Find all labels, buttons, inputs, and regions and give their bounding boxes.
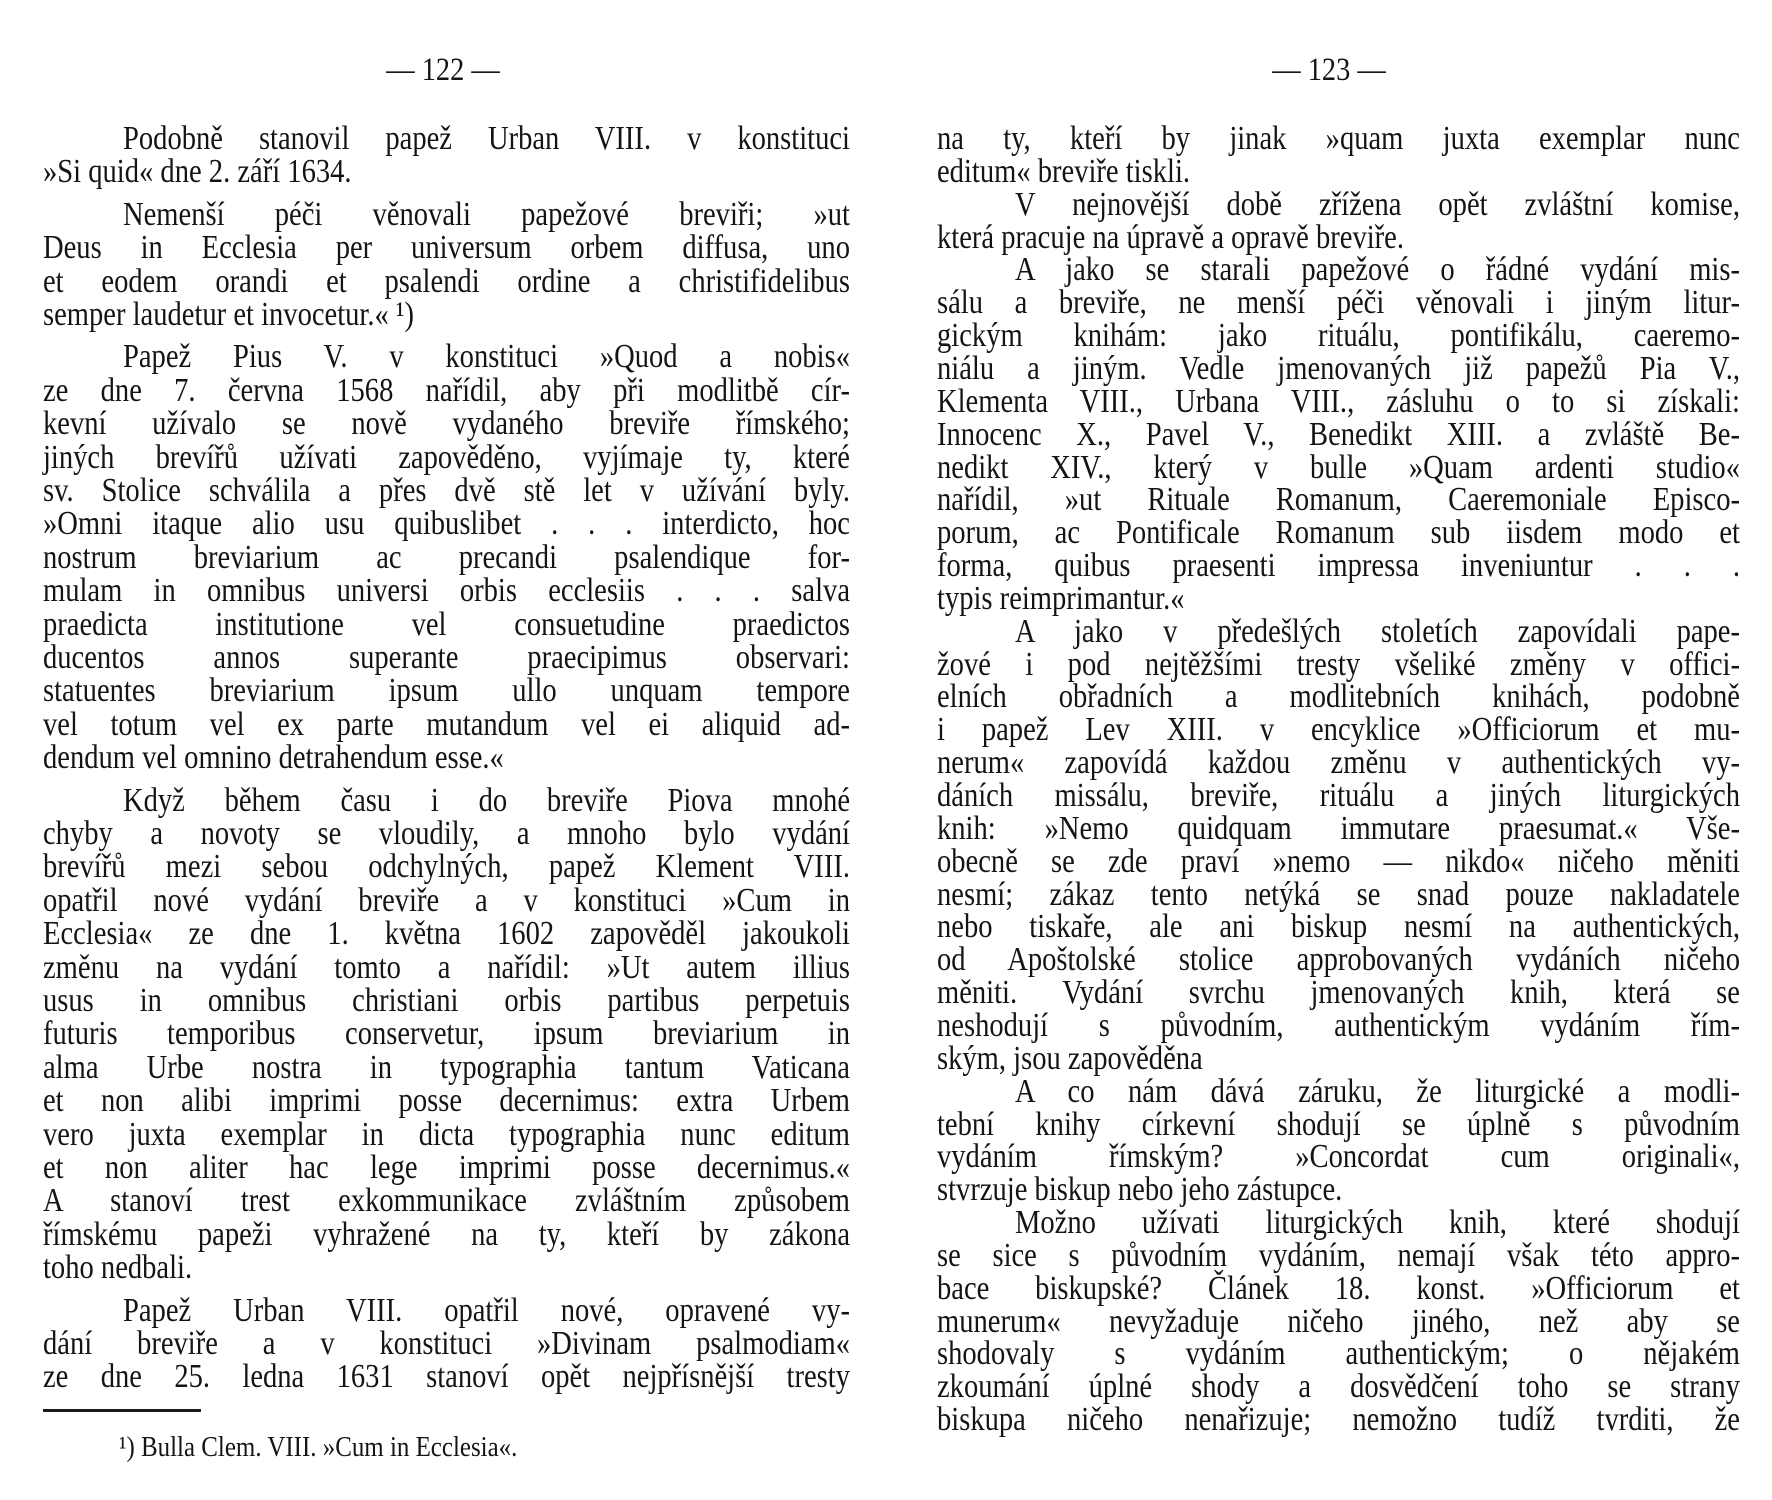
text-line: římskému papeži vyhražené na ty, kteří by zákona: [43, 1215, 850, 1253]
text-line: A jako v předešlých stoletích zapovídali pape-: [1015, 612, 1740, 650]
left-page-number: — 122 —: [386, 52, 500, 88]
text-line: Ecclesia« ze dne 1. května 1602 zapověděl jakoukoli: [43, 915, 850, 953]
text-line: Možno užívati liturgických knih, které shodují: [1015, 1204, 1740, 1242]
text-line: vero juxta exemplar in dicta typographia nunc editum: [43, 1115, 850, 1153]
text-line: neshodují s původním, authentickým vydáním řím-: [937, 1006, 1740, 1044]
text-line: kevní užívalo se nově vydaného breviře římského;: [43, 405, 850, 443]
text-line: et non alibi imprimi posse decernimus: extra Urbem: [43, 1082, 850, 1120]
text-line: nerum« zapovídá každou změnu v authentických vy-: [937, 744, 1740, 782]
text-line: usus in omnibus christiani orbis partibus perpetuis: [43, 982, 850, 1019]
text-line: chyby a novoty se vloudily, a mnoho bylo vydání: [43, 815, 850, 852]
text-line: forma, quibus praesenti impressa inveniuntur . . .: [937, 547, 1740, 585]
text-line: V nejnovější době zřížena opět zvláštní komise,: [1015, 185, 1740, 223]
text-line: nebo tiskaře, ale ani biskup nesmí na authentických,: [937, 908, 1740, 946]
text-line: typis reimprimantur.«: [937, 579, 1185, 617]
text-line: Klementa VIII., Urbana VIII., zásluhu o to si získali:: [937, 382, 1740, 420]
text-line: vel totum vel ex parte mutandum vel ei aliquid ad-: [43, 705, 850, 743]
text-line: A co nám dává záruku, že liturgické a modli-: [1015, 1072, 1740, 1110]
text-line: sv. Stolice schválila a přes dvě stě let v užívání byly.: [43, 472, 850, 509]
text-line: nařídil, »ut Rituale Romanum, Caeremoniale Episco-: [937, 481, 1740, 519]
text-line: na ty, kteří by jinak »quam juxta exemplar nunc: [937, 120, 1740, 157]
text-line: Papež Urban VIII. opatřil nové, opravené vy-: [123, 1291, 850, 1329]
text-line: se sice s původním vydáním, nemají však této appro-: [937, 1236, 1740, 1274]
text-line: dendum vel omnino detrahendum esse.«: [43, 739, 504, 777]
text-line: statuentes breviarium ipsum ullo unquam tempore: [43, 672, 850, 710]
text-line: »Si quid« dne 2. září 1634.: [43, 153, 352, 191]
text-line: i papež Lev XIII. v encyklice »Officiorum et mu-: [937, 711, 1740, 749]
text-line: dáních missálu, breviře, rituálu a jiných liturgických: [937, 777, 1740, 814]
text-line: nesmí; zákaz tento netýká se snad pouze nakladatele: [937, 875, 1740, 913]
text-line: Innocenc X., Pavel V., Benedikt XIII. a zvláště Be-: [937, 415, 1740, 453]
text-line: zkoumání úplné shody a dosvědčení toho se strany: [937, 1368, 1740, 1406]
text-line: et non aliter hac lege imprimi posse decernimus.«: [43, 1149, 850, 1186]
text-line: editum« breviře tiskli.: [937, 152, 1191, 190]
text-line: mulam in omnibus universi orbis ecclesiis . . . salva: [43, 572, 850, 610]
text-line: která pracuje na úpravě a opravě breviře.: [937, 218, 1405, 256]
text-line: Papež Pius V. v konstituci »Quod a nobis«: [123, 338, 850, 376]
text-line: ducentos annos superante praecipimus observari:: [43, 639, 850, 676]
text-line: A stanoví trest exkommunikace zvláštním způsobem: [43, 1182, 850, 1220]
text-line: Podobně stanovil papež Urban VIII. v konstituci: [123, 120, 850, 157]
text-line: bace biskupské? Článek 18. konst. »Officiorum et: [937, 1269, 1740, 1307]
text-line: semper laudetur et invocetur.« ¹): [43, 296, 414, 333]
text-line: žové i pod nejtěžšími tresty všeliké změny v offici-: [937, 645, 1740, 683]
text-line: obecně se zde praví »nemo — nikdo« ničeho měniti: [937, 842, 1740, 880]
footnote-separator-rule: [43, 1409, 201, 1412]
text-line: ským, jsou zapověděna: [937, 1039, 1203, 1077]
text-line: ze dne 25. ledna 1631 stanoví opět nejpřísnější tresty: [43, 1358, 850, 1396]
text-line: »Omni itaque alio usu quibuslibet . . . interdicto, hoc: [43, 505, 850, 543]
text-line: dání breviře a v konstituci »Divinam psalmodiam«: [43, 1325, 850, 1362]
footnote: ¹) Bulla Clem. VIII. »Cum in Ecclesia«.: [119, 1431, 518, 1463]
text-line: sálu a breviře, ne menší péči věnovali i jiným litur-: [937, 284, 1740, 322]
text-line: A jako se starali papežové o řádné vydání mis-: [1015, 251, 1740, 289]
text-line: alma Urbe nostra in typographia tantum Vaticana: [43, 1048, 850, 1086]
text-line: et eodem orandi et psalendi ordine a christifidelibus: [43, 262, 850, 300]
text-line: praedicta institutione vel consuetudine praedictos: [43, 605, 850, 643]
right-page-number: — 123 —: [1272, 52, 1386, 88]
text-line: Nemenší péči věnovali papežové breviři; »ut: [123, 195, 850, 233]
text-line: vydáním římským? »Concordat cum originali«,: [937, 1138, 1740, 1176]
text-line: změnu na vydání tomto a nařídil: »Ut autem illius: [43, 948, 850, 986]
text-line: munerum« nevyžaduje ničeho jiného, než aby se: [937, 1302, 1740, 1340]
text-line: Deus in Ecclesia per universum orbem diffusa, uno: [43, 229, 850, 267]
text-line: knih: »Nemo quidquam immutare praesumat.« Vše-: [937, 809, 1740, 847]
text-line: nedikt XIV., který v bulle »Quam ardenti studio«: [937, 448, 1740, 486]
text-line: niálu a jiným. Vedle jmenovaných již papežů Pia V.,: [937, 349, 1740, 387]
text-line: gickým knihám: jako rituálu, pontifikálu, caeremo-: [937, 317, 1740, 355]
text-line: porum, ac Pontificale Romanum sub iisdem modo et: [937, 514, 1740, 552]
text-line: tební knihy církevní shodují se úplně s původním: [937, 1105, 1740, 1143]
text-line: biskupa ničeho nenařizuje; nemožno tudíž tvrditi, že: [937, 1401, 1740, 1439]
text-line: brevířů mezi sebou odchylných, papež Klement VIII.: [43, 848, 850, 886]
text-line: stvrzuje biskup nebo jeho zástupce.: [937, 1171, 1343, 1209]
text-line: opatřil nové vydání breviře a v konstituci »Cum in: [43, 881, 850, 919]
text-line: elních obřadních a modlitebních knihách, podobně: [937, 678, 1740, 716]
text-line: měniti. Vydání svrchu jmenovaných knih, která se: [937, 974, 1740, 1012]
text-line: futuris temporibus conservetur, ipsum breviarium in: [43, 1015, 850, 1053]
text-line: Když během času i do breviře Piova mnohé: [123, 781, 850, 819]
text-line: nostrum breviarium ac precandi psalendique for-: [43, 538, 850, 576]
text-line: shodovaly s vydáním authentickým; o nějakém: [937, 1335, 1740, 1373]
text-line: toho nedbali.: [43, 1249, 193, 1287]
text-line: jiných brevířů užívati zapověděno, vyjímaje ty, které: [43, 438, 850, 476]
text-line: od Apoštolské stolice approbovaných vydáních ničeho: [937, 941, 1740, 979]
text-line: ze dne 7. června 1568 nařídil, aby při modlitbě cír-: [43, 371, 850, 409]
